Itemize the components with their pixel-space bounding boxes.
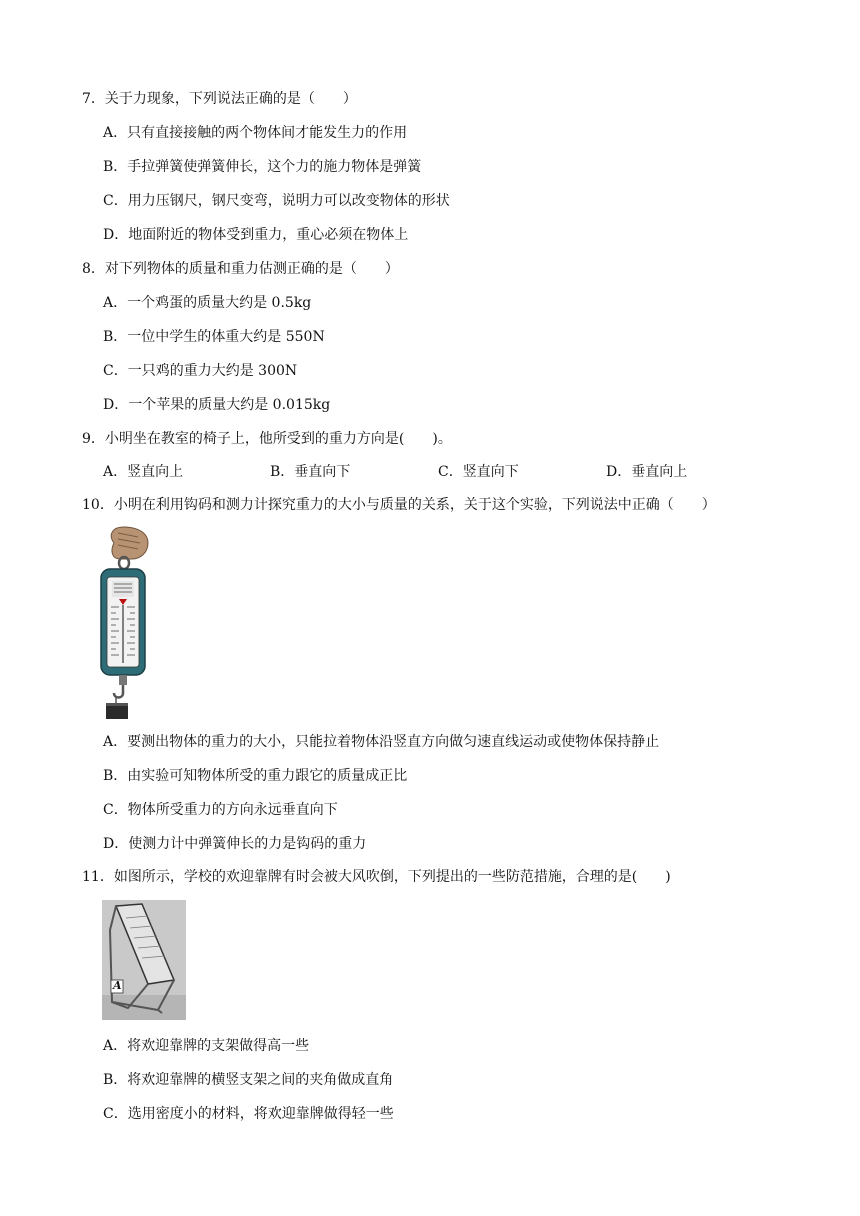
q9-option-a: A．竖直向上 [103,464,184,480]
q8-option-d: D．一个苹果的质量大约是 0.015kg [103,397,331,413]
q11-stem: 11．如图所示，学校的欢迎靠牌有时会被大风吹倒，下列提出的一些防范措施，合理的是( ) [82,869,671,885]
q11-option-b: B．将欢迎靠牌的横竖支架之间的夹角做成直角 [103,1072,394,1088]
q7-option-d: D．地面附近的物体受到重力，重心必须在物体上 [103,227,409,243]
q7-option-a: A．只有直接接触的两个物体间才能发生力的作用 [103,125,408,141]
q8-stem: 8．对下列物体的质量和重力估测正确的是（ ） [82,261,399,277]
hand-shape [111,527,148,559]
welcome-sign-figure [102,900,186,1020]
q9-option-b: B．垂直向下 [270,464,351,480]
q8-option-c: C．一只鸡的重力大约是 300N [103,363,298,379]
q9-stem: 9．小明坐在教室的椅子上，他所受到的重力方向是( )。 [82,431,452,447]
q8-option-a: A．一个鸡蛋的质量大约是 0.5kg [103,295,312,311]
q9-option-c: C．竖直向下 [438,464,519,480]
q7-option-b: B．手拉弹簧使弹簧伸长，这个力的施力物体是弹簧 [103,159,422,175]
welcome-sign-photo [102,900,186,1020]
q11-option-a: A．将欢迎靠牌的支架做得高一些 [103,1038,310,1054]
q10-option-b: B．由实验可知物体所受的重力跟它的质量成正比 [103,768,408,784]
hook [114,685,123,698]
q7-option-c: C．用力压钢尺，钢尺变弯，说明力可以改变物体的形状 [103,193,450,209]
q8-option-b: B．一位中学生的体重大约是 550N [103,329,325,345]
spring-scale-figure [92,525,152,720]
figure-label-a: A [113,979,122,992]
q10-option-c: C．物体所受重力的方向永远垂直向下 [103,802,338,818]
q10-option-a: A．要测出物体的重力的大小，只能拉着物体沿竖直方向做匀速直线运动或使物体保持静止 [103,734,660,750]
q7-stem: 7．关于力现象，下列说法正确的是（ ） [82,91,357,107]
q9-option-d: D．垂直向上 [606,464,688,480]
q10-option-d: D．使测力计中弹簧伸长的力是钩码的重力 [103,836,367,852]
q11-option-c: C．选用密度小的材料，将欢迎靠牌做得轻一些 [103,1106,394,1122]
q10-stem: 10．小明在利用钩码和测力计探究重力的大小与质量的关系，关于这个实验，下列说法中正确（ ） [82,497,716,513]
